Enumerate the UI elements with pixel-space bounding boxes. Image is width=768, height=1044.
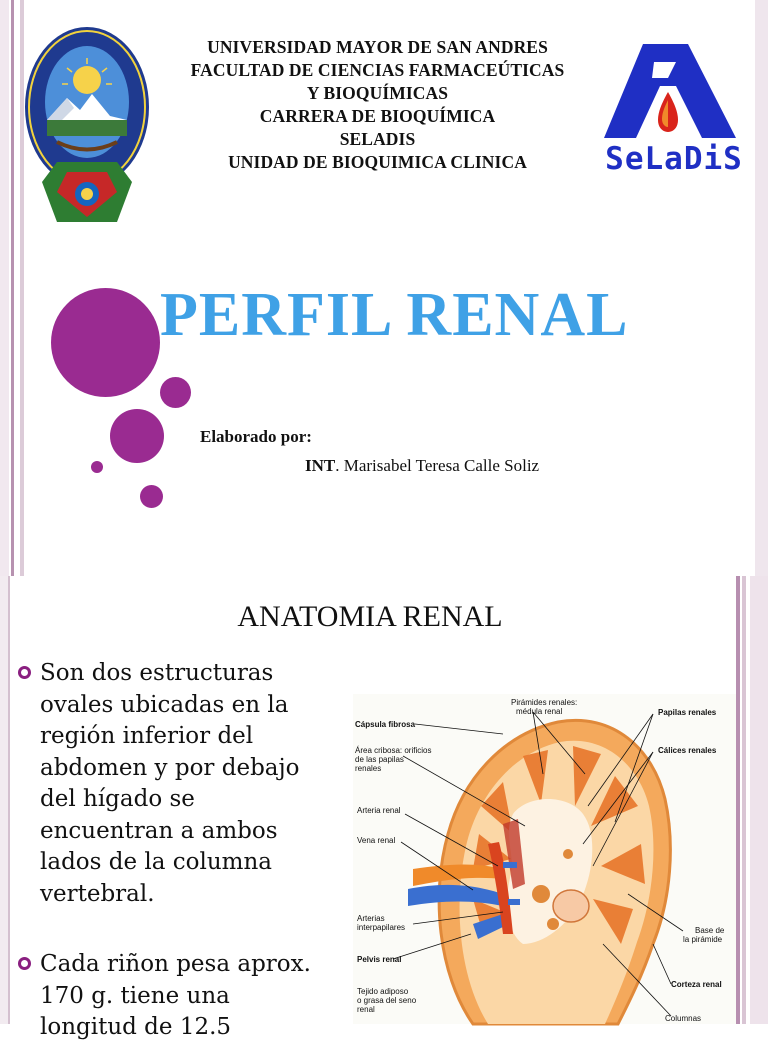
slide-title: ANATOMIA RENAL (237, 600, 503, 633)
decorative-circle (140, 485, 163, 508)
label-pelvis: Pelvis renal (357, 955, 402, 964)
anatomy-slide (0, 576, 768, 1040)
left-stripe-line (11, 0, 14, 576)
right-stripe (750, 576, 768, 1024)
left-stripe (0, 0, 9, 576)
label-medula: médula renal (516, 707, 563, 716)
label-area: renales (355, 764, 382, 773)
bullet-ring-icon (18, 666, 31, 679)
label-arterias: interpapilares (357, 923, 406, 932)
bullet-item (18, 949, 318, 1044)
kidney-illustration (353, 694, 736, 1024)
label-base: Base de (695, 926, 725, 935)
header-line: UNIVERSIDAD MAYOR DE SAN ANDRES (207, 37, 548, 57)
institution-header (150, 36, 605, 174)
header-line: FACULTAD DE CIENCIAS FARMACEÚTICAS (190, 60, 565, 80)
header-line: CARRERA DE BIOQUÍMICA (259, 106, 496, 126)
label-area: Área cribosa: orificios (355, 746, 432, 755)
label-base: la pirámide (683, 935, 723, 944)
right-stripe-line (736, 576, 740, 1024)
label-columnas: Columnas (665, 1014, 702, 1023)
elaborado-label: Elaborado por: (200, 427, 312, 446)
label-tejido: renal (357, 1005, 375, 1014)
university-seal-icon (22, 22, 152, 227)
left-stripe (0, 576, 8, 1024)
author-prefix: INT (305, 456, 336, 475)
label-calices: Cálices renales (658, 746, 717, 755)
label-tejido: Tejido adiposo (357, 987, 409, 996)
header-line: Y BIOQUÍMICAS (306, 83, 449, 103)
decorative-circle (51, 288, 160, 397)
bullet-item (18, 658, 318, 910)
decorative-circle (160, 377, 191, 408)
author-line (305, 456, 539, 476)
label-arterias: Arterias (357, 914, 385, 923)
author-name: . Marisabel Teresa Calle Soliz (335, 456, 540, 475)
bullet-text: Son dos estructuras ovales ubicadas en la región inferior del abdomen y por debajo del hígado se encuentran a ambos lados de la columna vertebral. (40, 660, 300, 907)
presentation-title: PERFIL RENAL (160, 281, 629, 349)
right-stripe (755, 0, 768, 576)
label-tejido: o grasa del seno (357, 996, 417, 1005)
header-line: UNIDAD DE BIOQUIMICA CLINICA (228, 152, 527, 172)
label-papilas: Papilas renales (658, 708, 717, 717)
label-area: de las papilas (355, 755, 404, 764)
bullet-text: Cada riñon pesa aprox. 170 g. tiene una longitud de 12.5 (40, 951, 311, 1040)
decorative-circle (91, 461, 103, 473)
label-capsula: Cápsula fibrosa (355, 720, 416, 729)
left-stripe-line (8, 576, 10, 1024)
header-line: SELADIS (339, 129, 416, 149)
right-stripe-line (742, 576, 746, 1024)
label-vena: Vena renal (357, 836, 396, 845)
bullet-ring-icon (18, 957, 31, 970)
label-arteria: Arteria renal (357, 806, 401, 815)
label-piramides: Pirámides renales: (511, 698, 578, 707)
kidney-anatomy-figure (353, 694, 736, 1024)
decorative-circle (110, 409, 164, 463)
seladis-logo-text: SeLaDiS (605, 141, 743, 177)
label-corteza: Corteza renal (671, 980, 722, 989)
